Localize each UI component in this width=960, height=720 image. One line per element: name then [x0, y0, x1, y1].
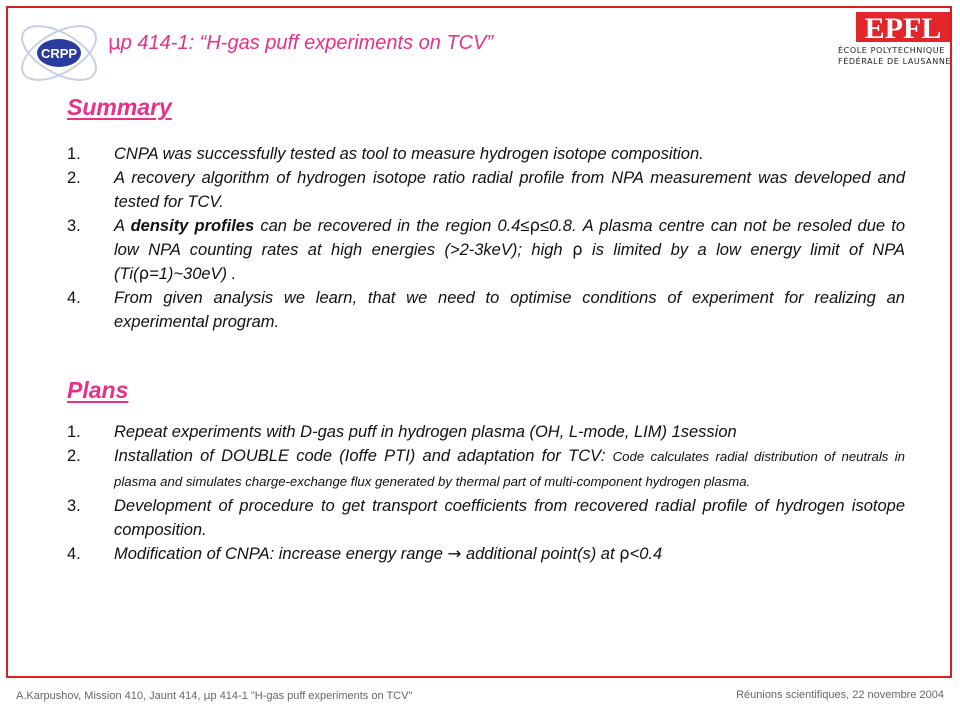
- plans-heading: Plans: [67, 377, 129, 403]
- title-mu: μ: [108, 30, 121, 54]
- item-number: 4.: [67, 289, 81, 307]
- crpp-logo-text: CRPP: [40, 46, 78, 61]
- footer-text: p 414-1 "H-gas puff experiments on TCV": [210, 690, 413, 702]
- summary-item-1: [67, 142, 905, 166]
- footer-text: A.Karpushov, Mission 410, Jaunt 414,: [16, 690, 204, 702]
- right-arrow-icon: →: [447, 544, 462, 563]
- summary-item-3: [67, 214, 905, 286]
- plans-item-2: [67, 444, 905, 494]
- text-part: <0.4: [629, 545, 663, 563]
- item-number: 3.: [67, 217, 81, 235]
- rho-symbol: ρ: [572, 240, 583, 259]
- item-number: 1.: [67, 423, 81, 441]
- plans-item-text: Development of procedure to get transport coefficients from recovered radial profile of hydrogen isotope composition.: [114, 497, 905, 539]
- summary-item-2: [67, 166, 905, 214]
- text-part: =1)~30eV) .: [149, 265, 237, 283]
- text-part: A: [114, 217, 131, 235]
- text-part: Modification of CNPA: increase energy range: [114, 545, 448, 563]
- text-part: ≤0.8. A plasma centre can not be resoled due to low NPA counting rates at high energies (>2-3keV); high: [114, 217, 905, 259]
- summary-item-text: From given analysis we learn, that we need to optimise conditions of experiment for realizing an experimental program.: [114, 289, 905, 331]
- plans-item-1: [67, 420, 905, 444]
- title-text: p 414-1: “H-gas puff experiments on TCV”: [120, 32, 494, 54]
- item-number: 2.: [67, 447, 81, 465]
- plans-item-3: [67, 494, 905, 542]
- epfl-logo: [838, 12, 950, 72]
- rho-symbol: ρ: [619, 544, 630, 563]
- summary-heading: Summary: [67, 94, 172, 120]
- item-number: 1.: [67, 145, 81, 163]
- plans-item-text: [114, 444, 905, 494]
- footer-mu: μ: [203, 689, 211, 702]
- text-part: additional point(s) at: [461, 545, 620, 563]
- rho-symbol: ρ: [529, 216, 540, 235]
- plans-item-text: Repeat experiments with D-gas puff in hydrogen plasma (OH, L-mode, LIM) 1session: [114, 423, 737, 441]
- text-part: can be recovered in the region 0.4≤: [254, 217, 530, 235]
- text-part: Installation of DOUBLE code (Ioffe PTI) and adaptation for TCV:: [114, 447, 613, 465]
- summary-item-text: A recovery algorithm of hydrogen isotope ratio radial profile from NPA measurement was developed and tested for TCV.: [114, 169, 905, 211]
- item-number: 4.: [67, 545, 81, 563]
- plans-item-text: [114, 542, 905, 566]
- slide-title: [108, 30, 493, 55]
- plans-list: [67, 420, 905, 566]
- summary-list: [67, 142, 905, 334]
- epfl-line-2: FÉDÉRALE DE LAUSANNE: [838, 57, 952, 66]
- item-number: 2.: [67, 169, 81, 187]
- epfl-logo-text: EPFL: [864, 12, 942, 44]
- summary-item-text: [114, 214, 905, 286]
- plans-item-4: [67, 542, 905, 566]
- summary-item-text: CNPA was successfully tested as tool to measure hydrogen isotope composition.: [114, 145, 704, 163]
- crpp-logo: [14, 22, 104, 84]
- bold-text: density profiles: [130, 217, 255, 235]
- rho-symbol: ρ: [138, 264, 150, 283]
- text-part: is limited by a low energy limit of NPA (Ti(: [114, 241, 905, 283]
- footer-date: Réunions scientifiques, 22 novembre 2004: [736, 689, 944, 701]
- summary-item-4: [67, 286, 905, 334]
- epfl-line-1: ÉCOLE POLYTECHNIQUE: [838, 46, 945, 55]
- footer-author: [16, 689, 412, 702]
- small-text: Code calculates radial distribution of neutrals in plasma and simulates charge-exchange flux generated by thermal part of multi-component hydrogen plasma.: [114, 449, 905, 489]
- item-number: 3.: [67, 497, 81, 515]
